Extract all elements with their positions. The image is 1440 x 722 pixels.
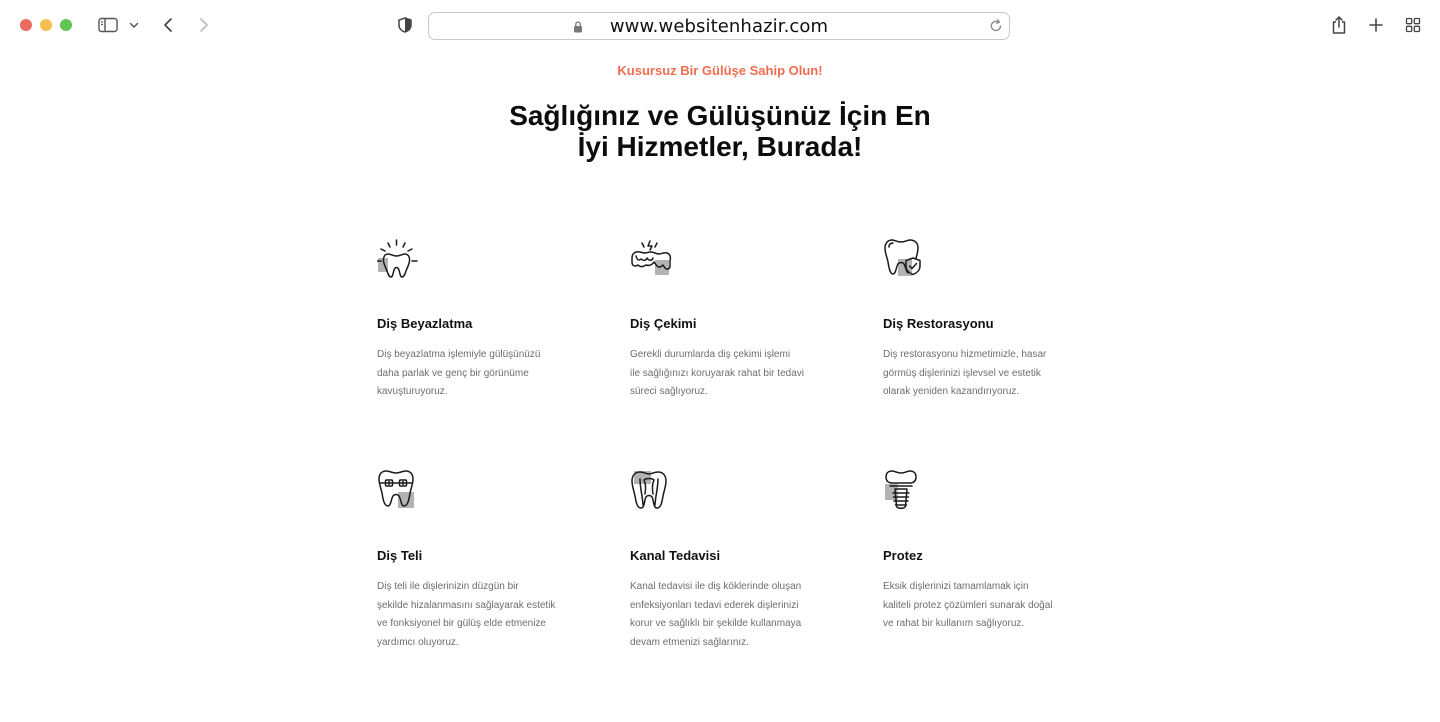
service-description-line: ve rahat bir kullanım sağlıyoruz. <box>883 618 1025 629</box>
service-description-line: Diş restorasyonu hizmetimizle, hasar <box>883 349 1047 360</box>
service-description-line: kavuşturuyoruz. <box>377 386 448 397</box>
tooth-restoration-icon <box>883 238 927 282</box>
tabs-grid-icon[interactable] <box>1404 14 1422 36</box>
service-title: Protez <box>883 548 923 563</box>
sidebar-icon[interactable] <box>98 14 118 36</box>
service-description-line: daha parlak ve genç bir görünüme <box>377 367 529 379</box>
service-description-line: olarak yeniden kazandırıyoruz. <box>883 386 1020 397</box>
plus-icon[interactable] <box>1368 14 1384 36</box>
braces-icon <box>377 470 421 514</box>
tooth-extraction-icon <box>630 238 674 282</box>
service-description <box>883 578 1083 634</box>
share-icon[interactable] <box>1330 14 1348 36</box>
zoom-window-button[interactable] <box>60 19 72 31</box>
service-description-line: Eksik dişlerinizi tamamlamak için <box>883 581 1029 592</box>
service-title: Diş Teli <box>377 548 423 563</box>
service-description-line: ve fonksiyonel bir gülüş elde etmenize <box>377 618 546 629</box>
service-description-line: yardımcı oluyoruz. <box>377 636 459 648</box>
dental-implant-icon <box>883 470 927 514</box>
chevron-down-icon[interactable] <box>128 14 140 36</box>
service-title: Diş Restorasyonu <box>883 316 994 331</box>
service-description-line: ile sağlığınızı koruyarak rahat bir tedavi <box>630 367 804 379</box>
service-description-line: enfeksiyonları tedavi ederek dişlerinizi <box>630 599 799 611</box>
close-window-button[interactable] <box>20 19 32 31</box>
service-title: Kanal Tedavisi <box>630 548 721 563</box>
service-title: Diş Çekimi <box>630 316 697 331</box>
forward-icon[interactable] <box>196 14 212 36</box>
tooth-whitening-icon <box>377 238 421 282</box>
hero-eyebrow: Kusursuz Bir Gülüşe Sahip Olun! <box>617 63 823 78</box>
reload-icon[interactable] <box>989 18 1003 33</box>
service-description <box>630 346 830 402</box>
service-description <box>377 346 577 402</box>
service-description <box>883 346 1083 402</box>
url-text: www.websitenhazir.com <box>609 16 829 37</box>
service-description-line: korur ve sağlıklı bir şekilde kullanmaya <box>630 618 802 629</box>
service-description-line: kaliteli protez çözümleri sunarak doğal <box>883 599 1053 611</box>
minimize-window-button[interactable] <box>40 19 52 31</box>
shield-icon[interactable] <box>397 14 413 36</box>
service-description-line: şekilde hizalanmasını sağlayarak estetik <box>377 599 556 611</box>
service-description-line: süreci sağlıyoruz. <box>630 386 708 397</box>
root-canal-icon <box>630 470 674 514</box>
service-description <box>630 578 830 652</box>
page-title-line-2: İyi Hizmetler, Burada! <box>577 131 863 162</box>
service-description-line: Gerekli durumlarda diş çekimi işlemi <box>630 349 791 360</box>
page-title <box>470 100 970 162</box>
browser-toolbar <box>0 0 1440 52</box>
back-icon[interactable] <box>160 14 176 36</box>
service-description-line: görmüş dişlerinizi işlevsel ve estetik <box>883 367 1041 379</box>
service-description-line: devam etmenizi sağlarınız. <box>630 636 749 648</box>
page-title-line-1: Sağlığınız ve Gülüşünüz İçin En <box>509 100 931 131</box>
service-description-line: Kanal tedavisi ile diş köklerinde oluşan <box>630 581 802 592</box>
service-description-line: Diş beyazlatma işlemiyle gülüşünüzü <box>377 349 541 360</box>
service-title: Diş Beyazlatma <box>377 316 473 331</box>
address-bar[interactable] <box>428 12 1010 40</box>
service-description <box>377 578 577 652</box>
service-description-line: Diş teli ile dişlerinizin düzgün bir <box>377 581 519 592</box>
